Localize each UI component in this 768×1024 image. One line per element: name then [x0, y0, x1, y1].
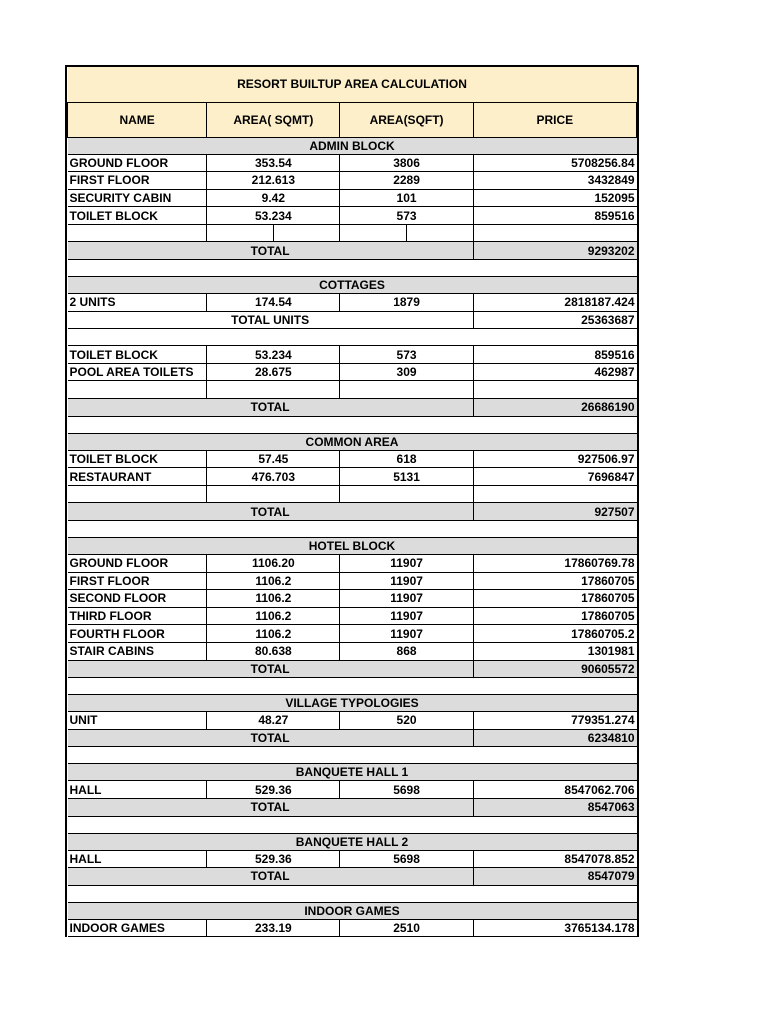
row-sqmt: 80.638 [207, 642, 340, 660]
table-row [68, 468, 637, 486]
table-row [68, 154, 637, 172]
total-label: TOTAL [68, 399, 474, 417]
row-sqmt: 529.36 [207, 850, 340, 868]
empty-cell [68, 224, 207, 242]
header-area-sqmt: AREA( SQMT) [207, 102, 340, 137]
spacer-row [68, 885, 637, 902]
section-header-cottages [68, 277, 637, 294]
table-row [68, 294, 637, 312]
total-value: 26686190 [473, 399, 636, 417]
table-row [68, 781, 637, 799]
spacer-row [68, 678, 637, 695]
row-sqmt: 53.234 [207, 207, 340, 225]
area-table [67, 67, 637, 937]
section-title: INDOOR GAMES [68, 902, 637, 919]
row-sqmt: 353.54 [207, 154, 340, 172]
row-sqft: 573 [340, 207, 473, 225]
row-sqft: 2510 [340, 919, 473, 937]
empty-cell [473, 485, 636, 503]
total-label: TOTAL [68, 503, 474, 521]
row-sqmt: 57.45 [207, 450, 340, 468]
row-name: THIRD FLOOR [68, 607, 207, 625]
row-sqft: 11907 [340, 625, 473, 643]
row-sqft: 11907 [340, 607, 473, 625]
row-sqmt: 53.234 [207, 346, 340, 364]
total-label: TOTAL [68, 242, 474, 260]
total-label: TOTAL [68, 660, 474, 678]
total-row [68, 660, 637, 678]
row-sqft: 868 [340, 642, 473, 660]
empty-cell [473, 381, 636, 399]
row-sqmt: 1106.2 [207, 607, 340, 625]
row-price: 17860705.2 [473, 625, 636, 643]
empty-cell [340, 224, 473, 242]
spacer-row [68, 747, 637, 764]
row-name: TOILET BLOCK [68, 346, 207, 364]
section-header-hotel-block [68, 538, 637, 555]
row-name: POOL AREA TOILETS [68, 363, 207, 381]
total-row [68, 729, 637, 747]
table-row [68, 590, 637, 608]
section-header-banquete-hall-2 [68, 833, 637, 850]
total-units-label: TOTAL UNITS [68, 311, 474, 329]
row-sqmt: 9.42 [207, 189, 340, 207]
section-header-admin [68, 137, 637, 154]
row-sqft: 11907 [340, 555, 473, 573]
row-sqmt: 1106.2 [207, 572, 340, 590]
row-sqft: 11907 [340, 590, 473, 608]
row-sqft: 101 [340, 189, 473, 207]
table-row [68, 189, 637, 207]
row-name: FOURTH FLOOR [68, 625, 207, 643]
row-sqmt: 529.36 [207, 781, 340, 799]
row-name: UNIT [68, 712, 207, 730]
empty-row [68, 381, 637, 399]
row-price: 152095 [473, 189, 636, 207]
row-name: SECOND FLOOR [68, 590, 207, 608]
table-row [68, 207, 637, 225]
section-title: ADMIN BLOCK [68, 137, 637, 154]
row-sqft: 11907 [340, 572, 473, 590]
row-price: 8547062.706 [473, 781, 636, 799]
row-price: 859516 [473, 207, 636, 225]
row-sqmt: 476.703 [207, 468, 340, 486]
spacer-row [68, 816, 637, 833]
row-price: 1301981 [473, 642, 636, 660]
section-header-indoor-games [68, 902, 637, 919]
table-row [68, 712, 637, 730]
row-sqft: 520 [340, 712, 473, 730]
header-row [68, 102, 637, 137]
total-label: TOTAL [68, 798, 474, 816]
row-sqmt: 48.27 [207, 712, 340, 730]
row-name: RESTAURANT [68, 468, 207, 486]
row-name: TOILET BLOCK [68, 450, 207, 468]
row-price: 7696847 [473, 468, 636, 486]
row-name: INDOOR GAMES [68, 919, 207, 937]
row-price: 462987 [473, 363, 636, 381]
row-sqft: 2289 [340, 172, 473, 190]
row-name: FIRST FLOOR [68, 172, 207, 190]
section-header-common-area [68, 433, 637, 450]
total-value: 8547063 [473, 798, 636, 816]
row-price: 779351.274 [473, 712, 636, 730]
total-row [68, 242, 637, 260]
table-row [68, 919, 637, 937]
spacer-row [68, 521, 637, 538]
header-name: NAME [68, 102, 207, 137]
row-sqmt: 212.613 [207, 172, 340, 190]
row-name: HALL [68, 781, 207, 799]
section-title: BANQUETE HALL 1 [68, 764, 637, 781]
section-title: COMMON AREA [68, 433, 637, 450]
table-row [68, 363, 637, 381]
total-label: TOTAL [68, 729, 474, 747]
section-header-village-typologies [68, 695, 637, 712]
total-row [68, 503, 637, 521]
empty-cell [207, 224, 340, 242]
row-sqmt: 1106.20 [207, 555, 340, 573]
sheet-title: RESORT BUILTUP AREA CALCULATION [68, 67, 637, 102]
row-name: FIRST FLOOR [68, 572, 207, 590]
empty-cell [340, 485, 473, 503]
spacer-row [68, 329, 637, 346]
total-row [68, 399, 637, 417]
empty-cell [340, 381, 473, 399]
area-calculation-sheet [65, 65, 639, 937]
row-price: 5708256.84 [473, 154, 636, 172]
row-sqmt: 28.675 [207, 363, 340, 381]
total-value: 90605572 [473, 660, 636, 678]
row-price: 3765134.178 [473, 919, 636, 937]
empty-cell [207, 381, 340, 399]
row-price: 17860769.78 [473, 555, 636, 573]
empty-row [68, 485, 637, 503]
table-row [68, 172, 637, 190]
row-name: TOILET BLOCK [68, 207, 207, 225]
row-name: GROUND FLOOR [68, 555, 207, 573]
total-row [68, 868, 637, 886]
row-sqmt: 1106.2 [207, 625, 340, 643]
row-name: SECURITY CABIN [68, 189, 207, 207]
section-title: COTTAGES [68, 277, 637, 294]
row-price: 17860705 [473, 590, 636, 608]
total-value: 6234810 [473, 729, 636, 747]
row-sqmt: 233.19 [207, 919, 340, 937]
spacer-row [68, 260, 637, 277]
section-header-banquete-hall-1 [68, 764, 637, 781]
table-row [68, 625, 637, 643]
row-name: 2 UNITS [68, 294, 207, 312]
total-value: 9293202 [473, 242, 636, 260]
section-title: BANQUETE HALL 2 [68, 833, 637, 850]
header-area-sqft: AREA(SQFT) [340, 102, 473, 137]
section-title: VILLAGE TYPOLOGIES [68, 695, 637, 712]
row-sqmt: 1106.2 [207, 590, 340, 608]
empty-cell [473, 224, 636, 242]
table-row [68, 555, 637, 573]
row-sqft: 5698 [340, 781, 473, 799]
total-label: TOTAL [68, 868, 474, 886]
row-sqft: 618 [340, 450, 473, 468]
table-row [68, 850, 637, 868]
empty-row [68, 224, 637, 242]
section-title: HOTEL BLOCK [68, 538, 637, 555]
row-price: 3432849 [473, 172, 636, 190]
row-sqft: 309 [340, 363, 473, 381]
row-name: HALL [68, 850, 207, 868]
table-row [68, 642, 637, 660]
empty-cell [207, 485, 340, 503]
total-units-value: 25363687 [473, 311, 636, 329]
title-row [68, 67, 637, 102]
table-row [68, 450, 637, 468]
total-units-row [68, 311, 637, 329]
empty-cell [68, 381, 207, 399]
row-sqft: 5131 [340, 468, 473, 486]
row-name: GROUND FLOOR [68, 154, 207, 172]
header-price: PRICE [473, 102, 636, 137]
empty-cell [68, 485, 207, 503]
table-row [68, 607, 637, 625]
row-sqft: 1879 [340, 294, 473, 312]
spacer-row [68, 416, 637, 433]
row-sqmt: 174.54 [207, 294, 340, 312]
total-row [68, 798, 637, 816]
row-name: STAIR CABINS [68, 642, 207, 660]
row-price: 2818187.424 [473, 294, 636, 312]
row-price: 927506.97 [473, 450, 636, 468]
row-price: 8547078.852 [473, 850, 636, 868]
row-price: 17860705 [473, 572, 636, 590]
row-price: 859516 [473, 346, 636, 364]
row-sqft: 5698 [340, 850, 473, 868]
row-price: 17860705 [473, 607, 636, 625]
total-value: 927507 [473, 503, 636, 521]
table-row [68, 572, 637, 590]
row-sqft: 573 [340, 346, 473, 364]
table-row [68, 346, 637, 364]
total-value: 8547079 [473, 868, 636, 886]
row-sqft: 3806 [340, 154, 473, 172]
